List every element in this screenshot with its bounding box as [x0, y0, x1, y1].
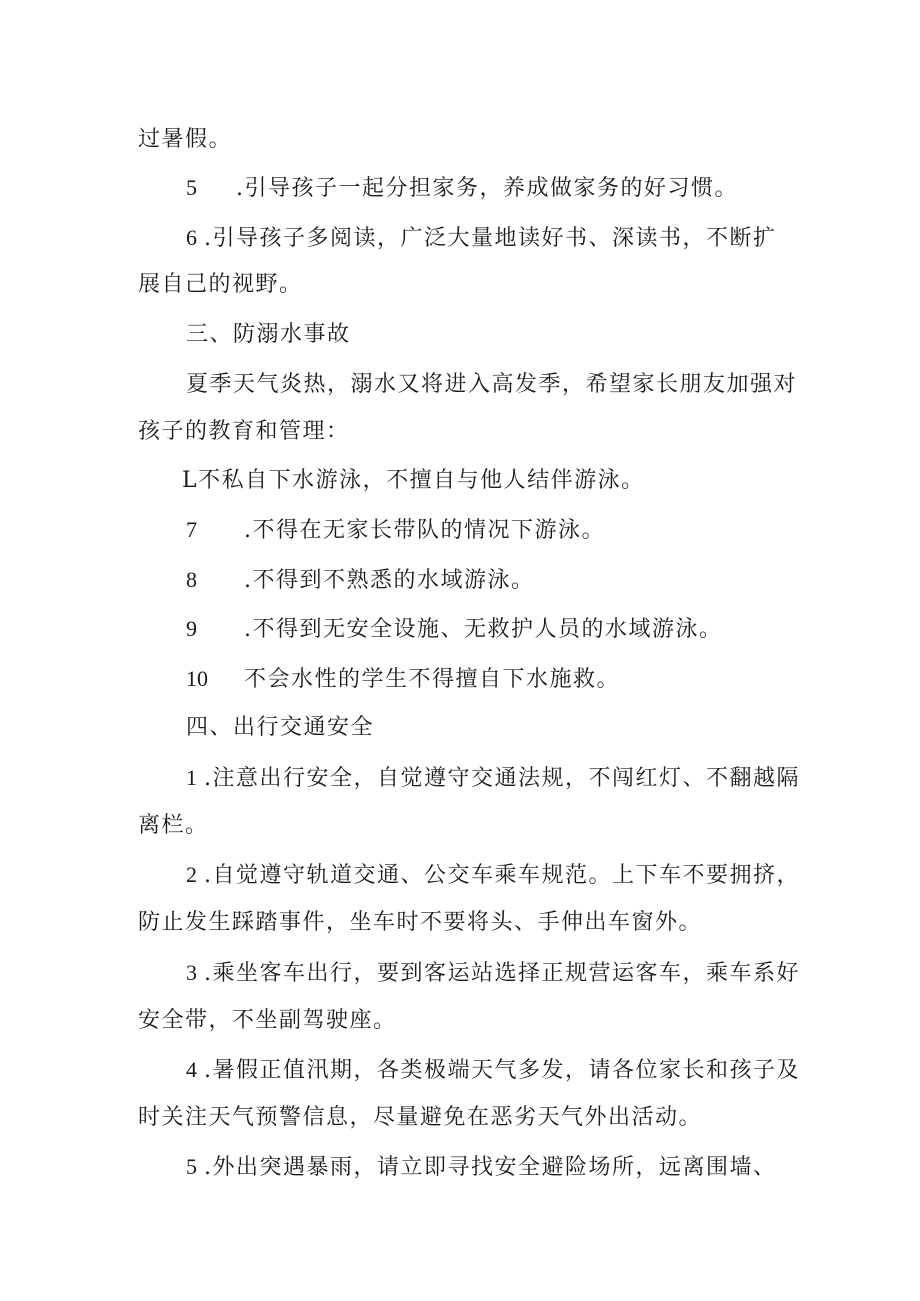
section-heading: 四、出行交通安全	[186, 715, 375, 740]
item-text: .引导孩子多阅读，广泛大量地读好书、深读书，不断扩	[204, 226, 777, 251]
item-number: 5	[186, 175, 197, 200]
section-heading: 三、防溺水事故	[186, 322, 351, 347]
item-text: .引导孩子一起分担家务，养成做家务的好习惯。	[236, 176, 738, 201]
item-text: .暑假正值汛期，各类极端天气多发，请各位家长和孩子及	[204, 1058, 800, 1083]
item-text: .注意出行安全，自觉遵守交通法规，不闯红灯、不翻越隔	[204, 766, 800, 791]
list-item	[186, 565, 535, 596]
item-number: 6	[186, 225, 197, 250]
list-item	[186, 958, 800, 989]
item-text: 不会水性的学生不得擅自下水施救。	[244, 667, 621, 692]
text-line: 展自己的视野。	[138, 272, 303, 297]
item-number: 5	[186, 1154, 197, 1179]
text-line: 防止发生踩踏事件，坐车时不要将头、手伸出车窗外。	[138, 910, 703, 935]
text-line: 孩子的教育和管理：	[138, 419, 350, 444]
item-number: 8	[186, 567, 197, 592]
paragraph-line: 夏季天气炎热，溺水又将进入高发季，希望家长朋友加强对	[186, 372, 798, 397]
text-line: 离栏。	[138, 813, 209, 838]
item-number: 3	[186, 960, 197, 985]
list-item	[186, 664, 620, 695]
list-item	[186, 515, 605, 546]
list-item	[186, 860, 800, 891]
text-line: 安全带，不坐副驾驶座。	[138, 1008, 397, 1033]
list-item	[186, 1152, 777, 1183]
item-text: .乘坐客车出行，要到客运站选择正规营运客车，乘车系好	[204, 961, 800, 986]
item-text: .外出突遇暴雨，请立即寻找安全避险场所，远离围墙、	[204, 1155, 777, 1180]
item-text: .不得到不熟悉的水域游泳。	[244, 568, 535, 593]
item-number: 1	[186, 765, 197, 790]
item-number: 4	[186, 1057, 197, 1082]
list-item	[186, 763, 800, 794]
list-item	[186, 223, 777, 254]
item-number: 7	[186, 517, 197, 542]
text-line: 时关注天气预警信息，尽量避免在恶劣天气外出活动。	[138, 1105, 703, 1130]
item-number: 10	[186, 666, 208, 691]
item-text: .不得在无家长带队的情况下游泳。	[244, 518, 605, 543]
item-number: 9	[186, 616, 197, 641]
list-item	[186, 614, 723, 645]
item-text: .不得到无安全设施、无救护人员的水域游泳。	[244, 617, 723, 642]
text-line: 过暑假。	[138, 127, 233, 152]
list-item	[186, 1055, 800, 1086]
item-text: .自觉遵守轨道交通、公交车乘车规范。上下车不要拥挤，	[204, 863, 800, 888]
item-number: 2	[186, 862, 197, 887]
list-item: L不私自下水游泳，不擅自与他人结伴游泳。	[182, 468, 645, 493]
list-item	[186, 173, 738, 204]
